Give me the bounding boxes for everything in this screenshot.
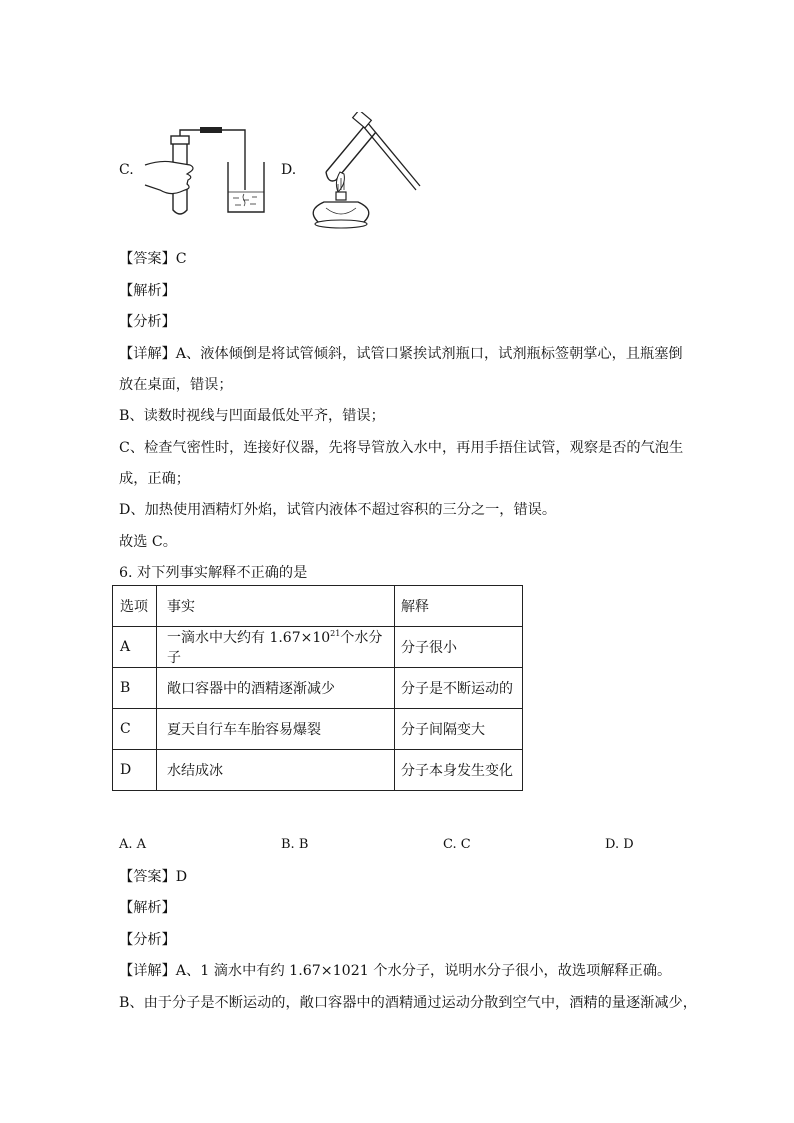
q5-detail-c-line2: 成，正确； — [119, 471, 190, 487]
option-a: A. A — [119, 837, 147, 852]
figure-c-label: C. — [119, 162, 134, 178]
option-c: C. C — [443, 837, 471, 852]
detail-tag: 【详解】 — [119, 346, 176, 362]
q6-fenxi-heading: 【分析】 — [119, 932, 176, 948]
row-fact: 敞口容器中的酒精逐渐减少 — [157, 668, 395, 709]
row-option: A — [113, 627, 157, 668]
row-explanation: 分子是不断运动的 — [395, 668, 523, 709]
fact-sup: 21 — [330, 629, 341, 638]
header-fact: 事实 — [157, 586, 395, 627]
q5-detail-d: D、加热使用酒精灯外焰，试管内液体不超过容积的三分之一，错误。 — [119, 502, 557, 518]
q5-detail-b: B、读数时视线与凹面最低处平齐，错误； — [119, 408, 385, 424]
fact-post: 个水分子 — [167, 630, 383, 666]
row-fact — [157, 627, 395, 668]
q5-detail-c-line1: C、检查气密性时，连接好仪器，先将导管放入水中，再用手捂住试管，观察是否的气泡生 — [119, 440, 684, 456]
table-header-row — [113, 586, 523, 627]
row-explanation: 分子很小 — [395, 627, 523, 668]
detail-tag: 【详解】 — [119, 963, 176, 979]
q5-detail-a-line2: 放在桌面，错误； — [119, 377, 233, 393]
row-option: B — [113, 668, 157, 709]
q6-detail-a — [119, 960, 671, 980]
heating-test-tube-figure — [296, 112, 426, 237]
table-row — [113, 668, 523, 709]
row-option: D — [113, 750, 157, 791]
facts-table — [112, 585, 523, 791]
q5-fenxi-heading: 【分析】 — [119, 314, 176, 330]
figure-d-label: D. — [281, 162, 297, 178]
q6-answer — [119, 866, 187, 886]
row-fact: 水结成冰 — [157, 750, 395, 791]
q6-jiexi-heading: 【解析】 — [119, 900, 176, 916]
table-row — [113, 750, 523, 791]
row-explanation: 分子间隔变大 — [395, 709, 523, 750]
detail-text: A、1 滴水中有约 1.67×1021 个水分子，说明水分子很小，故选项解释正确。 — [175, 963, 672, 979]
answer-value: C — [175, 251, 187, 267]
answer-value: D — [175, 869, 188, 885]
q5-conclusion: 故选 C。 — [119, 534, 177, 550]
row-fact: 夏天自行车车胎容易爆裂 — [157, 709, 395, 750]
header-explanation: 解释 — [395, 586, 523, 627]
answer-tag: 【答案】 — [119, 251, 176, 267]
row-explanation: 分子本身发生变化 — [395, 750, 523, 791]
q5-answer — [119, 248, 187, 268]
airtightness-check-figure — [140, 120, 280, 220]
table-row — [113, 709, 523, 750]
q5-detail-a-line1 — [119, 343, 683, 363]
answer-tag: 【答案】 — [119, 869, 176, 885]
option-b: B. B — [281, 837, 309, 852]
option-d: D. D — [605, 837, 634, 852]
row-option: C — [113, 709, 157, 750]
q6-stem: 6. 对下列事实解释不正确的是 — [119, 565, 308, 581]
fact-pre: 一滴水中大约有 1.67×10 — [167, 630, 331, 646]
header-option: 选项 — [113, 586, 157, 627]
table-row — [113, 627, 523, 668]
detail-text: A、液体倾倒是将试管倾斜，试管口紧挨试剂瓶口，试剂瓶标签朝掌心，且瓶塞倒 — [175, 346, 683, 362]
q6-detail-b: B、由于分子是不断运动的，敞口容器中的酒精通过运动分散到空气中，酒精的量逐渐减少， — [119, 995, 697, 1011]
q5-jiexi-heading: 【解析】 — [119, 283, 176, 299]
